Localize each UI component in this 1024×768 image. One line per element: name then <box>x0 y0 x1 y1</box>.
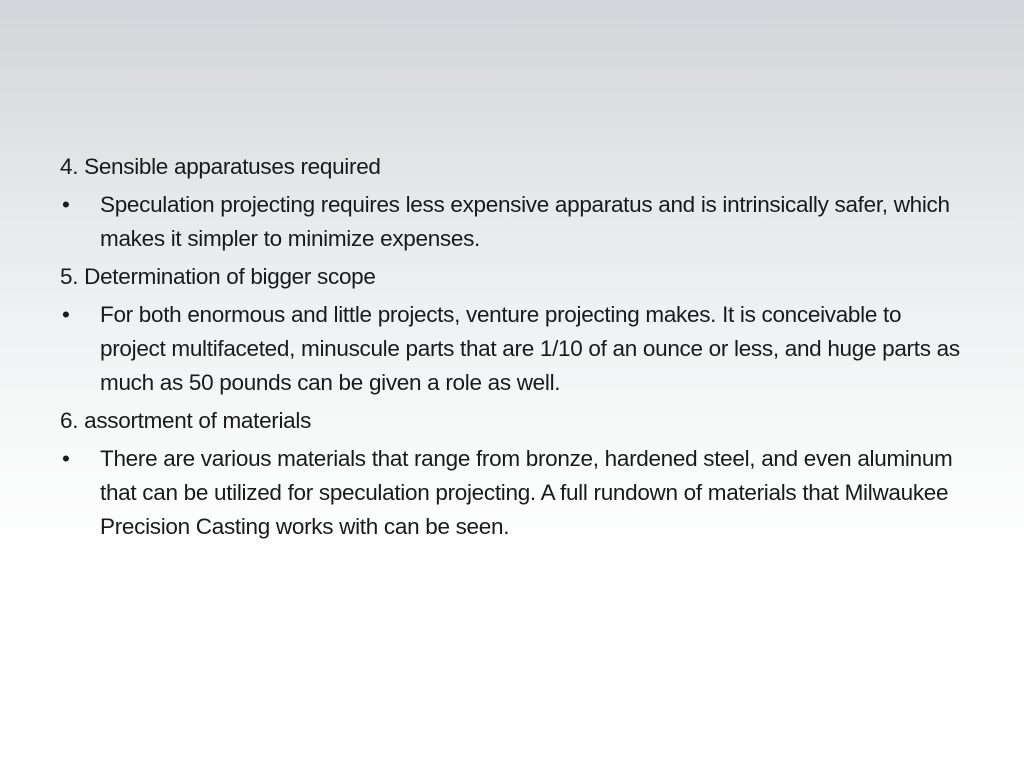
bullet-icon: • <box>62 302 70 327</box>
bullet-text: For both enormous and little projects, venture projecting makes. It is conceivable to project multifaceted, minuscule parts that are 1/10 of an ounce or less, and huge parts as much as 50 pounds can be given a role as well. <box>100 302 960 395</box>
bullet-text: There are various materials that range from bronze, hardened steel, and even aluminum that can be utilized for speculation projecting. A full rundown of materials that Milwaukee Precision Casting works with can be seen. <box>100 446 953 539</box>
section-heading-6: 6. assortment of materials <box>60 408 312 433</box>
slide-body <box>60 150 960 548</box>
section-heading-5: 5. Determination of bigger scope <box>60 264 376 289</box>
bullet-item <box>60 188 960 256</box>
section-heading-4: 4. Sensible apparatuses required <box>60 154 381 179</box>
bullet-item <box>60 442 960 544</box>
bullet-item <box>60 298 960 400</box>
bullet-text: Speculation projecting requires less expensive apparatus and is intrinsically safer, which makes it simpler to minimize expenses. <box>100 192 950 251</box>
bullet-icon: • <box>62 446 70 471</box>
bullet-icon: • <box>62 192 70 217</box>
